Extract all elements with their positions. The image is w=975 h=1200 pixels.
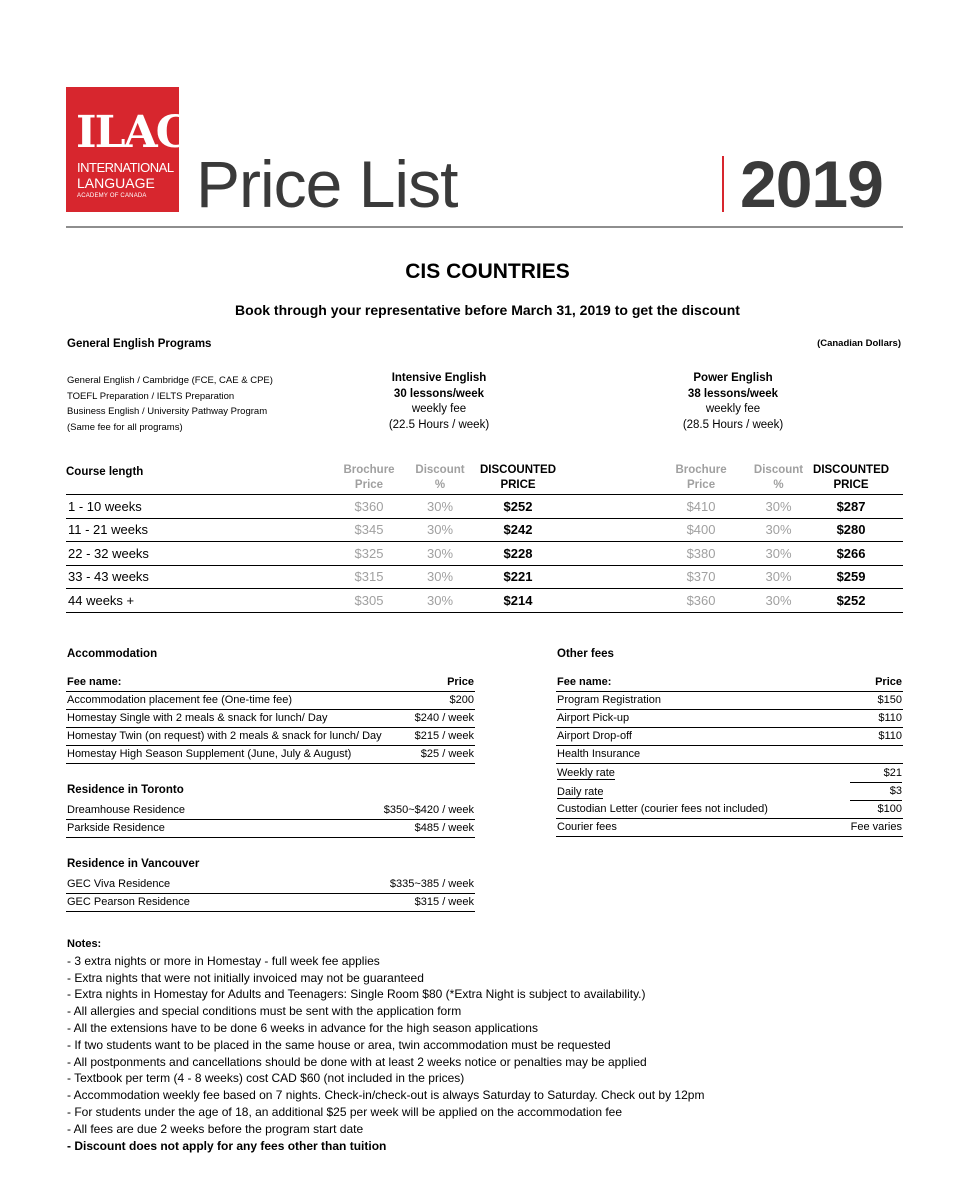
fee-price <box>833 746 903 764</box>
power-brochure-price: $370 <box>656 565 746 589</box>
header-discounted-2: PRICE <box>833 479 869 491</box>
fee-price: $240 / week <box>409 710 475 728</box>
course-length: 11 - 21 weeks <box>66 518 338 542</box>
note-item: - Textbook per term (4 - 8 weeks) cost CAD $60 (not included in the prices) <box>67 1071 465 1086</box>
intensive-hours: (22.5 Hours / week) <box>388 418 490 431</box>
power-english-block <box>623 371 843 433</box>
intensive-english-block <box>329 371 549 433</box>
fee-name: Parkside Residence <box>66 820 297 838</box>
year-divider <box>722 156 724 212</box>
fee-name: Airport Drop-off <box>556 728 833 746</box>
notes-title: Notes: <box>67 938 102 950</box>
logo-line-2: LANGUAGE <box>77 175 155 191</box>
intensive-brochure-price: $345 <box>338 518 400 542</box>
fee-name: Dreamhouse Residence <box>66 802 297 820</box>
note-item: - All the extensions have to be done 6 weeks in advance for the high season applications <box>67 1020 538 1035</box>
fee-price: $21 <box>850 765 902 783</box>
fee-price: $215 / week <box>409 728 475 746</box>
program-item: (Same fee for all programs) <box>67 421 183 433</box>
intensive-discounted-price: $221 <box>480 565 556 589</box>
note-item: - 3 extra nights or more in Homestay - full week fee applies <box>67 953 380 968</box>
fee-price: $110 <box>833 710 903 728</box>
header-discount <box>746 463 811 495</box>
header-discount <box>400 463 480 495</box>
table-row <box>66 710 475 728</box>
table-row <box>66 518 903 542</box>
vancouver-residence-table <box>66 876 475 912</box>
fee-price: $200 <box>409 692 475 710</box>
table-row <box>66 876 475 894</box>
fee-name: Daily rate <box>557 785 604 798</box>
toronto-residence-table <box>66 802 475 838</box>
intensive-lessons: 30 lessons/week <box>393 387 485 400</box>
course-price-table <box>66 463 903 613</box>
fee-name: Homestay High Season Supplement (June, July & August) <box>66 746 409 764</box>
toronto-heading: Residence in Toronto <box>67 784 184 796</box>
col-price: Price <box>833 673 903 692</box>
header-brochure <box>656 463 746 495</box>
vancouver-heading: Residence in Vancouver <box>67 858 200 870</box>
header-discount-2: % <box>434 479 446 491</box>
general-programs-heading: General English Programs <box>67 338 212 350</box>
note-item: - If two students want to be placed in the same house or area, twin accommodation must be requested <box>67 1037 611 1052</box>
power-discount: 30% <box>746 589 811 613</box>
table-row <box>66 728 475 746</box>
intensive-discounted-price: $228 <box>480 542 556 566</box>
header-brochure-2: Price <box>686 479 716 491</box>
table-row <box>556 764 903 784</box>
logo-line-3: ACADEMY OF CANADA <box>77 193 147 199</box>
power-fee: weekly fee <box>705 403 761 415</box>
table-row <box>66 589 903 613</box>
intensive-brochure-price: $325 <box>338 542 400 566</box>
logo-mark: ILAC <box>76 107 189 158</box>
ilac-logo <box>66 87 189 212</box>
accommodation-heading: Accommodation <box>67 648 158 660</box>
accommodation-table-header <box>66 673 475 692</box>
fee-name: Accommodation placement fee (One-time fee) <box>66 692 409 710</box>
program-list <box>67 373 273 435</box>
fee-name: Health Insurance <box>556 746 833 764</box>
power-brochure-price: $410 <box>656 495 746 519</box>
table-row <box>556 819 903 837</box>
power-brochure-price: $360 <box>656 589 746 613</box>
intensive-name: Intensive English <box>391 372 487 384</box>
note-item-discount: - Discount does not apply for any fees other than tuition <box>67 1138 387 1153</box>
intensive-discounted-price: $242 <box>480 518 556 542</box>
program-item: Business English / University Pathway Program <box>67 406 268 417</box>
power-discount: 30% <box>746 518 811 542</box>
course-length: 1 - 10 weeks <box>66 495 338 519</box>
header-brochure <box>338 463 400 495</box>
header-discount-2: % <box>773 479 784 491</box>
other-fees-table <box>556 673 903 837</box>
logo-line-1: INTERNATIONAL <box>77 160 174 175</box>
intensive-discount: 30% <box>400 589 480 613</box>
power-discount: 30% <box>746 565 811 589</box>
fee-name: Program Registration <box>556 692 833 710</box>
power-discounted-price: $280 <box>811 518 891 542</box>
power-discounted-price: $252 <box>811 589 891 613</box>
intensive-brochure-price: $315 <box>338 565 400 589</box>
course-length: 33 - 43 weeks <box>66 565 338 589</box>
course-table-header <box>66 463 903 495</box>
fee-price: $315 / week <box>308 894 475 912</box>
course-length: 44 weeks + <box>66 589 338 613</box>
fee-price: $150 <box>833 692 903 710</box>
power-name: Power English <box>693 372 773 384</box>
power-lessons: 38 lessons/week <box>687 387 779 400</box>
fee-price: $335~385 / week <box>308 876 475 894</box>
table-row <box>556 783 903 801</box>
table-row <box>66 802 475 820</box>
page-year: 2019 <box>740 147 883 221</box>
header-brochure-1: Brochure <box>343 464 395 476</box>
col-fee-name: Fee name: <box>556 673 833 692</box>
power-discount: 30% <box>746 495 811 519</box>
power-brochure-price: $380 <box>656 542 746 566</box>
fee-price: $350~$420 / week <box>297 802 475 820</box>
table-row <box>556 710 903 728</box>
header-brochure-2: Price <box>354 479 384 491</box>
intensive-fee: weekly fee <box>411 403 467 415</box>
booking-note: Book through your representative before March 31, 2019 to get the discount <box>235 302 740 318</box>
table-row <box>66 495 903 519</box>
header-discounted-2: PRICE <box>500 479 536 491</box>
table-row <box>66 565 903 589</box>
power-discount: 30% <box>746 542 811 566</box>
fee-name: Courier fees <box>556 819 833 837</box>
col-fee-name: Fee name: <box>66 673 409 692</box>
course-length: 22 - 32 weeks <box>66 542 338 566</box>
fee-price: $110 <box>833 728 903 746</box>
intensive-discounted-price: $214 <box>480 589 556 613</box>
header-rule <box>66 226 903 228</box>
power-hours: (28.5 Hours / week) <box>682 418 784 431</box>
fee-price: $485 / week <box>297 820 475 838</box>
table-row <box>66 894 475 912</box>
intensive-discount: 30% <box>400 542 480 566</box>
table-row <box>556 692 903 710</box>
fee-name: Homestay Single with 2 meals & snack for lunch/ Day <box>66 710 409 728</box>
table-row <box>556 801 903 819</box>
header-discount-1: Discount <box>753 464 804 476</box>
header-course-length: Course length <box>66 466 144 478</box>
table-row <box>556 728 903 746</box>
notes-section <box>67 936 704 1154</box>
power-discounted-price: $259 <box>811 565 891 589</box>
col-price: Price <box>409 673 475 692</box>
region-title: CIS COUNTRIES <box>405 260 570 283</box>
fee-name: Weekly rate <box>557 767 615 779</box>
power-brochure-price: $400 <box>656 518 746 542</box>
note-item: - For students under the age of 18, an additional $25 per week will be applied on the accommodation fee <box>67 1104 623 1119</box>
program-item: TOEFL Preparation / IELTS Preparation <box>67 390 235 402</box>
table-row <box>66 746 475 764</box>
table-row <box>66 542 903 566</box>
power-discounted-price: $266 <box>811 542 891 566</box>
note-item: - Extra nights that were not initially invoiced may not be guaranteed <box>67 970 424 985</box>
header-discounted <box>480 463 556 495</box>
note-item: - All fees are due 2 weeks before the program start date <box>67 1121 364 1136</box>
intensive-discount: 30% <box>400 565 480 589</box>
note-item: - All allergies and special conditions must be sent with the application form <box>67 1004 462 1019</box>
program-item: General English / Cambridge (FCE, CAE & CPE) <box>67 375 273 386</box>
header-discounted <box>811 463 891 495</box>
header-discounted-1: DISCOUNTED <box>813 464 890 476</box>
fee-name: Custodian Letter (courier fees not included) <box>556 801 833 819</box>
fee-price: $25 / week <box>409 746 475 764</box>
fee-name: Homestay Twin (on request) with 2 meals & snack for lunch/ Day <box>66 728 409 746</box>
intensive-brochure-price: $305 <box>338 589 400 613</box>
note-item: - Extra nights in Homestay for Adults and Teenagers: Single Room $80 (*Extra Night is subject to availability.) <box>67 987 646 1002</box>
currency-note: (Canadian Dollars) <box>817 338 901 349</box>
note-item: - Accommodation weekly fee based on 7 nights. Check-in/check-out is always Saturday to Saturday. Check out by 12pm <box>67 1088 705 1103</box>
fee-name: Airport Pick-up <box>556 710 833 728</box>
table-row <box>556 746 903 764</box>
header-brochure-1: Brochure <box>675 464 727 476</box>
fee-price: $100 <box>833 801 903 819</box>
note-item: - All postponments and cancellations should be done with at least 2 weeks notice or penalties may be applied <box>67 1054 647 1069</box>
table-row <box>66 692 475 710</box>
fee-name: GEC Viva Residence <box>66 876 308 894</box>
intensive-discount: 30% <box>400 495 480 519</box>
power-discounted-price: $287 <box>811 495 891 519</box>
fee-name: GEC Pearson Residence <box>66 894 308 912</box>
intensive-discount: 30% <box>400 518 480 542</box>
intensive-brochure-price: $360 <box>338 495 400 519</box>
intensive-discounted-price: $252 <box>480 495 556 519</box>
other-fees-table-header <box>556 673 903 692</box>
header-discounted-1: DISCOUNTED <box>480 464 557 476</box>
page-title: Price List <box>196 147 458 221</box>
header-discount-1: Discount <box>415 464 465 476</box>
accommodation-table <box>66 673 475 764</box>
table-row <box>66 820 475 838</box>
fee-price: Fee varies <box>833 819 903 837</box>
other-fees-heading: Other fees <box>557 648 614 660</box>
fee-price: $3 <box>850 783 902 801</box>
